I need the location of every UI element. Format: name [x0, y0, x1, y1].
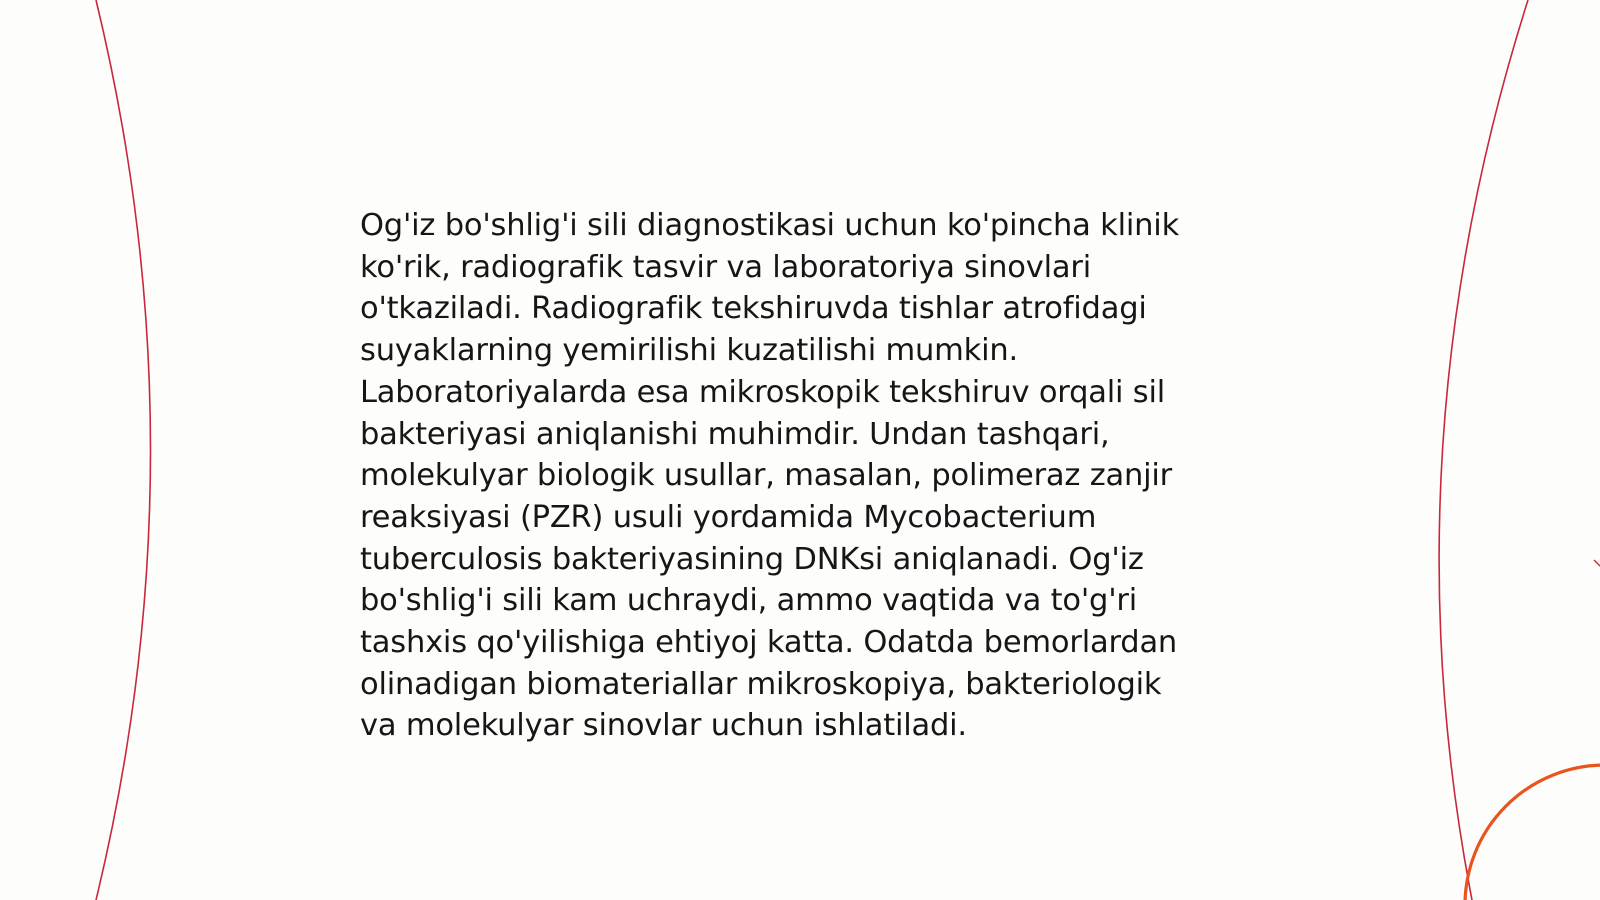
right-curve-decoration — [1439, 0, 1528, 900]
orange-circle-decoration — [1465, 765, 1600, 900]
left-curve-decoration — [96, 0, 151, 900]
small-tick-decoration — [1594, 560, 1600, 566]
slide-body-text: Og'iz bo'shlig'i sili diagnostikasi uchun ko'pincha klinik ko'rik, radiografik tasvir va laboratoriya sinovlari o'tkaziladi. Radiografik tekshiruvda tishlar atrofidagi suyaklarning yemirilishi kuzatilishi mumkin. Laboratoriyalarda esa mikroskopik tekshiruv orqali sil bakteriyasi aniqlanishi muhimdir. Undan tashqari, molekulyar biologik usullar, masalan, polimeraz zanjir reaksiyasi (PZR) usuli yordamida Mycobacterium tuberculosis bakteriyasining DNKsi aniqlanadi. Og'iz bo'shlig'i sili kam uchraydi, ammo vaqtida va to'g'ri tashxis qo'yilishiga ehtiyoj katta. Odatda bemorlardan olinadigan biomateriallar mikroskopiya, bakteriologik va molekulyar sinovlar uchun ishlatiladi. — [360, 208, 1180, 744]
